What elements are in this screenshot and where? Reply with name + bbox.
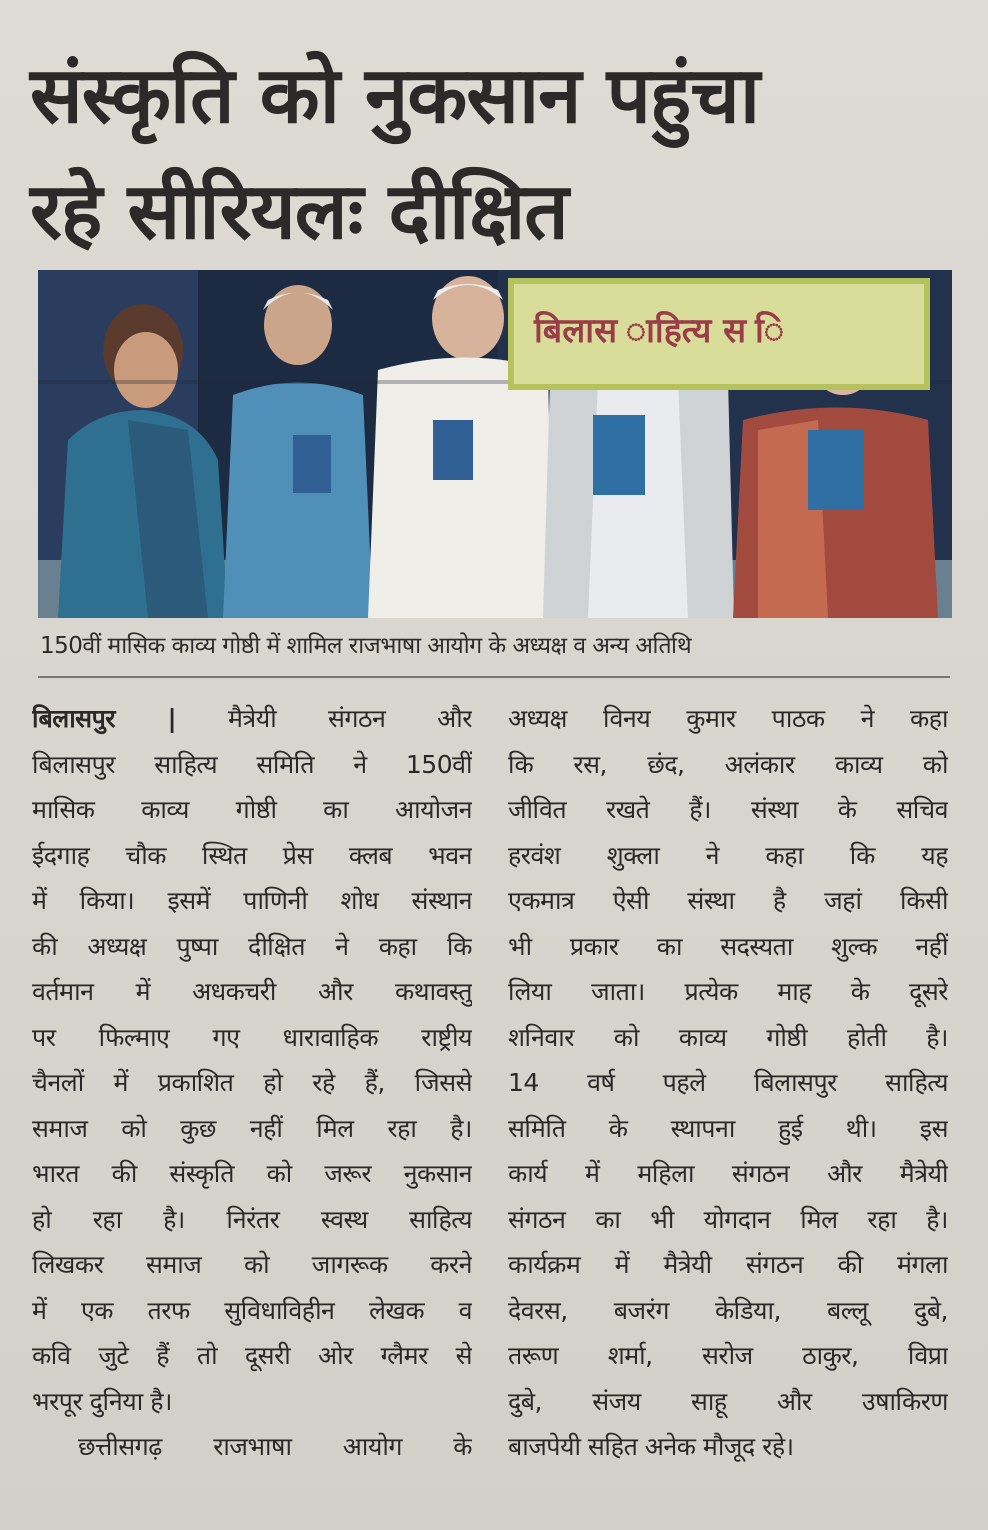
headline-line-1: संस्कृति को नुकसान पहुंचा xyxy=(30,51,760,141)
article-line: मासिक काव्य गोष्ठी का आयोजन xyxy=(32,795,472,824)
article-line: जीवित रखते हैं। संस्था के सचिव xyxy=(508,795,948,824)
article-line: में एक तरफ सुविधाविहीन लेखक व xyxy=(32,1295,472,1325)
article-line: तरूण शर्मा, सरोज ठाकुर, विप्रा xyxy=(508,1341,948,1370)
photo-caption: 150वीं मासिक काव्य गोष्ठी में शामिल राजभाषा आयोग के अध्यक्ष व अन्य अतिथि xyxy=(40,633,692,659)
article-line: 14 वर्ष पहले बिलासपुर साहित्य xyxy=(508,1068,948,1097)
dateline: बिलासपुर | xyxy=(32,704,177,733)
article-line: कार्यक्रम में मैत्रेयी संगठन की मंगला xyxy=(508,1250,948,1279)
banner-text: बिलास ाहित्य स ि xyxy=(534,311,785,351)
caption-divider xyxy=(38,676,950,678)
article-line: समिति के स्थापना हुई थी। इस xyxy=(508,1113,948,1143)
article-line: दुबे, संजय साहू और उषाकिरण xyxy=(508,1386,948,1416)
article-line: लिखकर समाज को जागरूक करने xyxy=(32,1250,472,1279)
article-line: पर फिल्माए गए धारावाहिक राष्ट्रीय xyxy=(32,1022,472,1052)
article-line: चैनलों में प्रकाशित हो रहे हैं, जिससे xyxy=(32,1068,472,1097)
article-line: अध्यक्ष विनय कुमार पाठक ने कहा xyxy=(508,704,948,733)
article-line: वर्तमान में अधकचरी और कथावस्तु xyxy=(32,977,472,1006)
article-line: बिलासपुर साहित्य समिति ने 150वीं xyxy=(32,749,472,779)
headline-line-2: रहे सीरियलः दीक्षित xyxy=(30,167,568,257)
article-column-right xyxy=(508,696,948,1470)
article-line: बाजपेयी सहित अनेक मौजूद रहे। xyxy=(508,1432,794,1461)
article-line: एकमात्र ऐसी संस्था है जहां किसी xyxy=(508,886,948,915)
article-line: ईदगाह चौक स्थित प्रेस क्लब भवन xyxy=(32,840,472,870)
article-line: हो रहा है। निरंतर स्वस्थ साहित्य xyxy=(32,1204,472,1234)
article-line-text: मैत्रेयी संगठन और xyxy=(176,704,472,733)
article-line: कार्य में महिला संगठन और मैत्रेयी xyxy=(508,1159,948,1188)
article-line: लिया जाता। प्रत्येक माह के दूसरे xyxy=(508,977,948,1006)
article-line: कि रस, छंद, अलंकार काव्य को xyxy=(508,749,948,779)
article-line: संगठन का भी योगदान मिल रहा है। xyxy=(508,1204,948,1234)
article-line: शनिवार को काव्य गोष्ठी होती है। xyxy=(508,1022,948,1052)
article-line: भी प्रकार का सदस्यता शुल्क नहीं xyxy=(508,931,948,961)
article-line: भारत की संस्कृति को जरूर नुकसान xyxy=(32,1159,472,1188)
article-line: भरपूर दुनिया है। xyxy=(32,1386,172,1416)
article-line: समाज को कुछ नहीं मिल रहा है। xyxy=(32,1113,472,1143)
article-line: हरवंश शुक्ला ने कहा कि यह xyxy=(508,840,948,870)
article-line: की अध्यक्ष पुष्पा दीक्षित ने कहा कि xyxy=(32,931,472,961)
news-photo xyxy=(38,270,952,618)
article-column-left xyxy=(32,696,472,1470)
article-line: में किया। इसमें पाणिनी शोध संस्थान xyxy=(32,886,472,915)
article-line: कवि जुटे हैं तो दूसरी ओर ग्लैमर से xyxy=(32,1341,472,1370)
photo-banner xyxy=(508,278,930,390)
article-line: देवरस, बजरंग केडिया, बल्लू दुबे, xyxy=(508,1295,948,1325)
article-line: छत्तीसगढ़ राजभाषा आयोग के xyxy=(78,1432,472,1461)
headline xyxy=(30,38,960,270)
article-line xyxy=(32,696,472,742)
